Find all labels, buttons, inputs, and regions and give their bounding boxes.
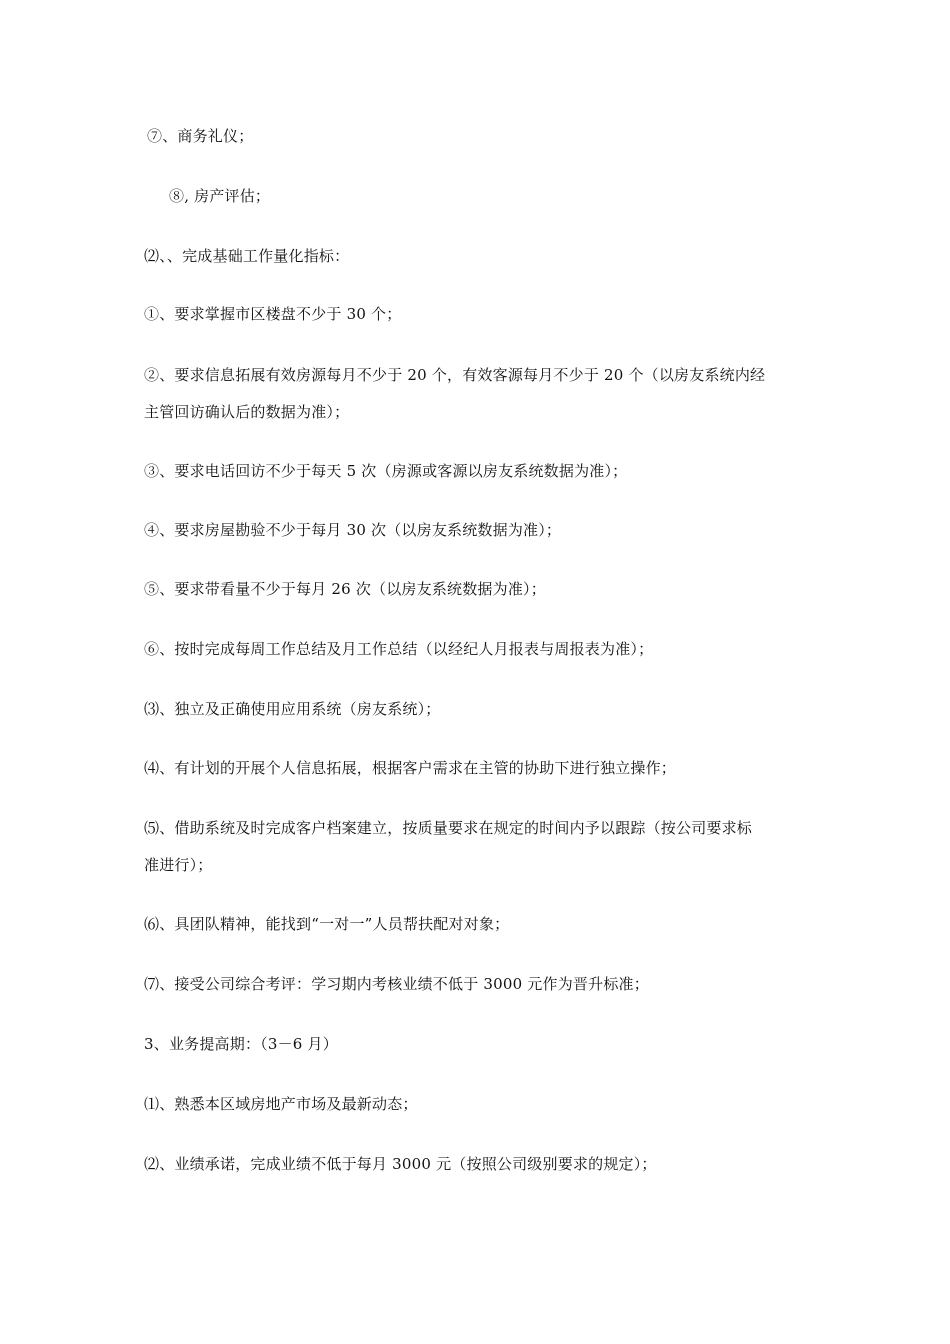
text-line: ⑹、具团队精神，能找到“一对一”人员帮扶配对对象； <box>144 915 510 933</box>
text-line: ⑦、商务礼仪； <box>147 127 254 145</box>
text-line: ④、要求房屋勘验不少于每月 30 次（以房友系统数据为准）； <box>144 521 562 539</box>
text-line: ⑷、有计划的开展个人信息拓展，根据客户需求在主管的协助下进行独立操作； <box>144 759 677 777</box>
text-line: ⑧, 房产评估； <box>169 187 271 205</box>
text-line: ①、要求掌握市区楼盘不少于 30 个； <box>144 305 402 323</box>
text-line: ⑺、接受公司综合考评：学习期内考核业绩不低于 3000 元作为晋升标准； <box>144 975 649 993</box>
text-line: ⑵、、完成基础工作量化指标： <box>144 247 350 265</box>
text-line: 主管回访确认后的数据为准）； <box>144 403 350 421</box>
text-line: ⑶、独立及正确使用应用系统（房友系统）； <box>144 700 441 718</box>
text-line: 准进行）； <box>144 856 213 874</box>
text-line: ⑴、熟悉本区域房地产市场及最新动态； <box>144 1095 418 1113</box>
text-line: ⑵、业绩承诺，完成业绩不低于每月 3000 元（按照公司级别要求的规定）； <box>144 1155 657 1173</box>
text-line: 3、业务提高期：（3－6 月） <box>144 1035 338 1053</box>
text-line: ③、要求电话回访不少于每天 5 次（房源或客源以房友系统数据为准）； <box>144 462 628 480</box>
text-line: ⑸、借助系统及时完成客户档案建立，按质量要求在规定的时间内予以跟踪（按公司要求标 <box>144 819 753 837</box>
text-line: ⑥、按时完成每周工作总结及月工作总结（以经纪人月报表与周报表为准）； <box>144 640 654 658</box>
text-line: ⑤、要求带看量不少于每月 26 次（以房友系统数据为准）； <box>144 580 546 598</box>
text-line: ②、要求信息拓展有效房源每月不少于 20 个，有效客源每月不少于 20 个（以房友系统内经 <box>144 366 766 384</box>
